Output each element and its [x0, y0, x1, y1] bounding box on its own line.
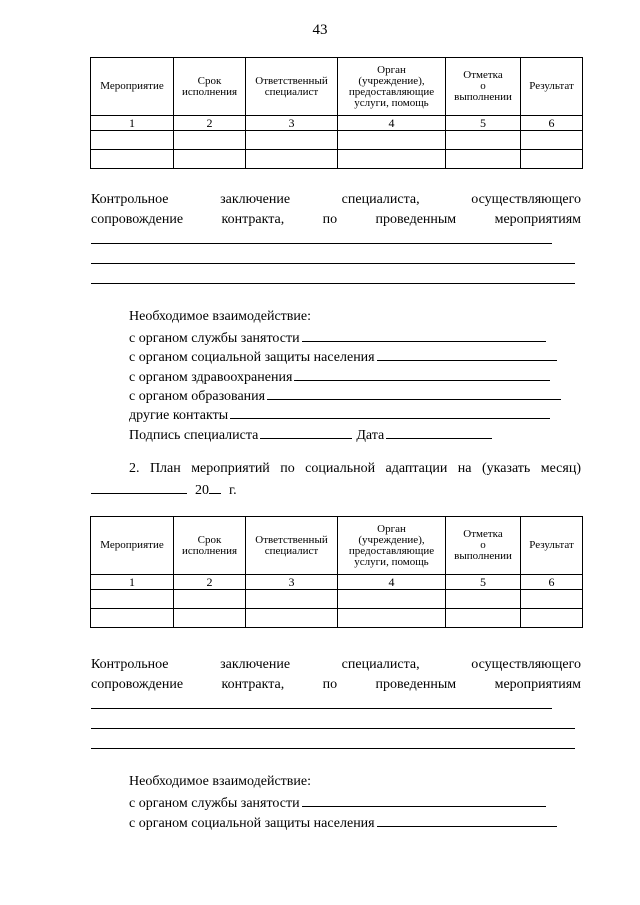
table-cell[interactable]: [338, 609, 446, 628]
table-cell[interactable]: [91, 150, 174, 169]
conclusion-line-1: Контрольное заключение специалиста, осуществляющего: [91, 192, 581, 207]
conclusion-line-1: Контрольное заключение специалиста, осуществляющего: [91, 657, 581, 672]
date-label: Дата: [356, 428, 385, 443]
interaction-employment-label: с органом службы занятости: [129, 331, 300, 346]
column-number: 1: [91, 116, 174, 131]
health-field[interactable]: [294, 366, 550, 381]
signature-label: Подпись специалиста: [129, 428, 259, 443]
table-cell[interactable]: [91, 131, 174, 150]
interaction-employment-label: с органом службы занятости: [129, 796, 300, 811]
header-responsible: Ответственный специалист: [246, 517, 338, 575]
table-cell[interactable]: [521, 150, 583, 169]
year-prefix: 20: [195, 483, 209, 498]
interaction-social-label: с органом социальной защиты населения: [129, 350, 375, 365]
interaction-social-row: [129, 812, 557, 833]
conclusion-line-2: сопровождение контракта, по проведенным мероприятиям: [91, 212, 581, 227]
interaction-employment-row: [129, 792, 546, 813]
conclusion-blank-line[interactable]: [91, 283, 575, 284]
interaction-title: Необходимое взаимодействие:: [129, 309, 312, 324]
header-completion-mark: Отметка о выполнении: [446, 517, 521, 575]
header-activity: Мероприятие: [91, 517, 174, 575]
social-field[interactable]: [377, 346, 557, 361]
interaction-other-row: [129, 404, 550, 425]
table-row: [91, 150, 583, 169]
header-result: Результат: [521, 517, 583, 575]
month-field[interactable]: [91, 479, 187, 494]
plan-heading: 2. План мероприятий по социальной адаптации на (указать месяц): [129, 461, 581, 476]
interaction-employment-row: [129, 327, 546, 348]
interaction-social-row: [129, 346, 557, 367]
table-cell[interactable]: [521, 131, 583, 150]
signature-row: [129, 424, 492, 445]
education-field[interactable]: [267, 385, 561, 400]
activities-table-2: [90, 516, 583, 628]
activities-table-1: [90, 57, 583, 169]
table-header-row: [91, 58, 583, 116]
table-number-row: [91, 116, 583, 131]
conclusion-blank-line[interactable]: [91, 708, 552, 709]
table-cell[interactable]: [446, 590, 521, 609]
table-row: [91, 590, 583, 609]
conclusion-blank-line[interactable]: [91, 728, 575, 729]
table-row: [91, 131, 583, 150]
interaction-social-label: с органом социальной защиты населения: [129, 816, 375, 831]
table-cell[interactable]: [521, 590, 583, 609]
table-cell[interactable]: [446, 609, 521, 628]
header-result: Результат: [521, 58, 583, 116]
table-header-row: [91, 517, 583, 575]
table-cell[interactable]: [446, 150, 521, 169]
header-deadline: Срок исполнения: [174, 517, 246, 575]
table-cell[interactable]: [91, 590, 174, 609]
table-cell[interactable]: [338, 150, 446, 169]
employment-field[interactable]: [302, 327, 546, 342]
conclusion-line-2: сопровождение контракта, по проведенным мероприятиям: [91, 677, 581, 692]
table-cell[interactable]: [174, 131, 246, 150]
conclusion-blank-line[interactable]: [91, 243, 552, 244]
interaction-education-row: [129, 385, 561, 406]
column-number: 2: [174, 116, 246, 131]
table-cell[interactable]: [246, 131, 338, 150]
table-cell[interactable]: [174, 590, 246, 609]
interaction-health-row: [129, 366, 550, 387]
year-field[interactable]: [209, 479, 221, 494]
column-number: 6: [521, 116, 583, 131]
interaction-title: Необходимое взаимодействие:: [129, 774, 312, 789]
table-row: [91, 609, 583, 628]
header-deadline: Срок исполнения: [174, 58, 246, 116]
table-cell[interactable]: [521, 609, 583, 628]
column-number: 1: [91, 575, 174, 590]
column-number: 5: [446, 116, 521, 131]
conclusion-blank-line[interactable]: [91, 263, 575, 264]
table-cell[interactable]: [174, 609, 246, 628]
other-contacts-field[interactable]: [230, 404, 550, 419]
table-cell[interactable]: [338, 131, 446, 150]
column-number: 3: [246, 575, 338, 590]
header-activity: Мероприятие: [91, 58, 174, 116]
table-cell[interactable]: [338, 590, 446, 609]
interaction-education-label: с органом образования: [129, 389, 266, 404]
conclusion-blank-line[interactable]: [91, 748, 575, 749]
column-number: 6: [521, 575, 583, 590]
date-field[interactable]: [386, 424, 492, 439]
header-responsible: Ответственный специалист: [246, 58, 338, 116]
table-cell[interactable]: [174, 150, 246, 169]
table-cell[interactable]: [91, 609, 174, 628]
header-agency: Орган (учреждение), предоставляющие услуги, помощь: [338, 517, 446, 575]
column-number: 2: [174, 575, 246, 590]
column-number: 4: [338, 575, 446, 590]
table-cell[interactable]: [246, 590, 338, 609]
table-cell[interactable]: [246, 150, 338, 169]
table-number-row: [91, 575, 583, 590]
page-number: 43: [312, 22, 328, 38]
interaction-health-label: с органом здравоохранения: [129, 370, 293, 385]
table-cell[interactable]: [446, 131, 521, 150]
year-suffix: г.: [229, 483, 237, 498]
column-number: 4: [338, 116, 446, 131]
plan-year-row: [91, 479, 237, 501]
social-field[interactable]: [377, 812, 557, 827]
column-number: 5: [446, 575, 521, 590]
header-completion-mark: Отметка о выполнении: [446, 58, 521, 116]
interaction-other-label: другие контакты: [129, 408, 229, 423]
column-number: 3: [246, 116, 338, 131]
signature-field[interactable]: [260, 424, 352, 439]
header-agency: Орган (учреждение), предоставляющие услуги, помощь: [338, 58, 446, 116]
employment-field[interactable]: [302, 792, 546, 807]
table-cell[interactable]: [246, 609, 338, 628]
